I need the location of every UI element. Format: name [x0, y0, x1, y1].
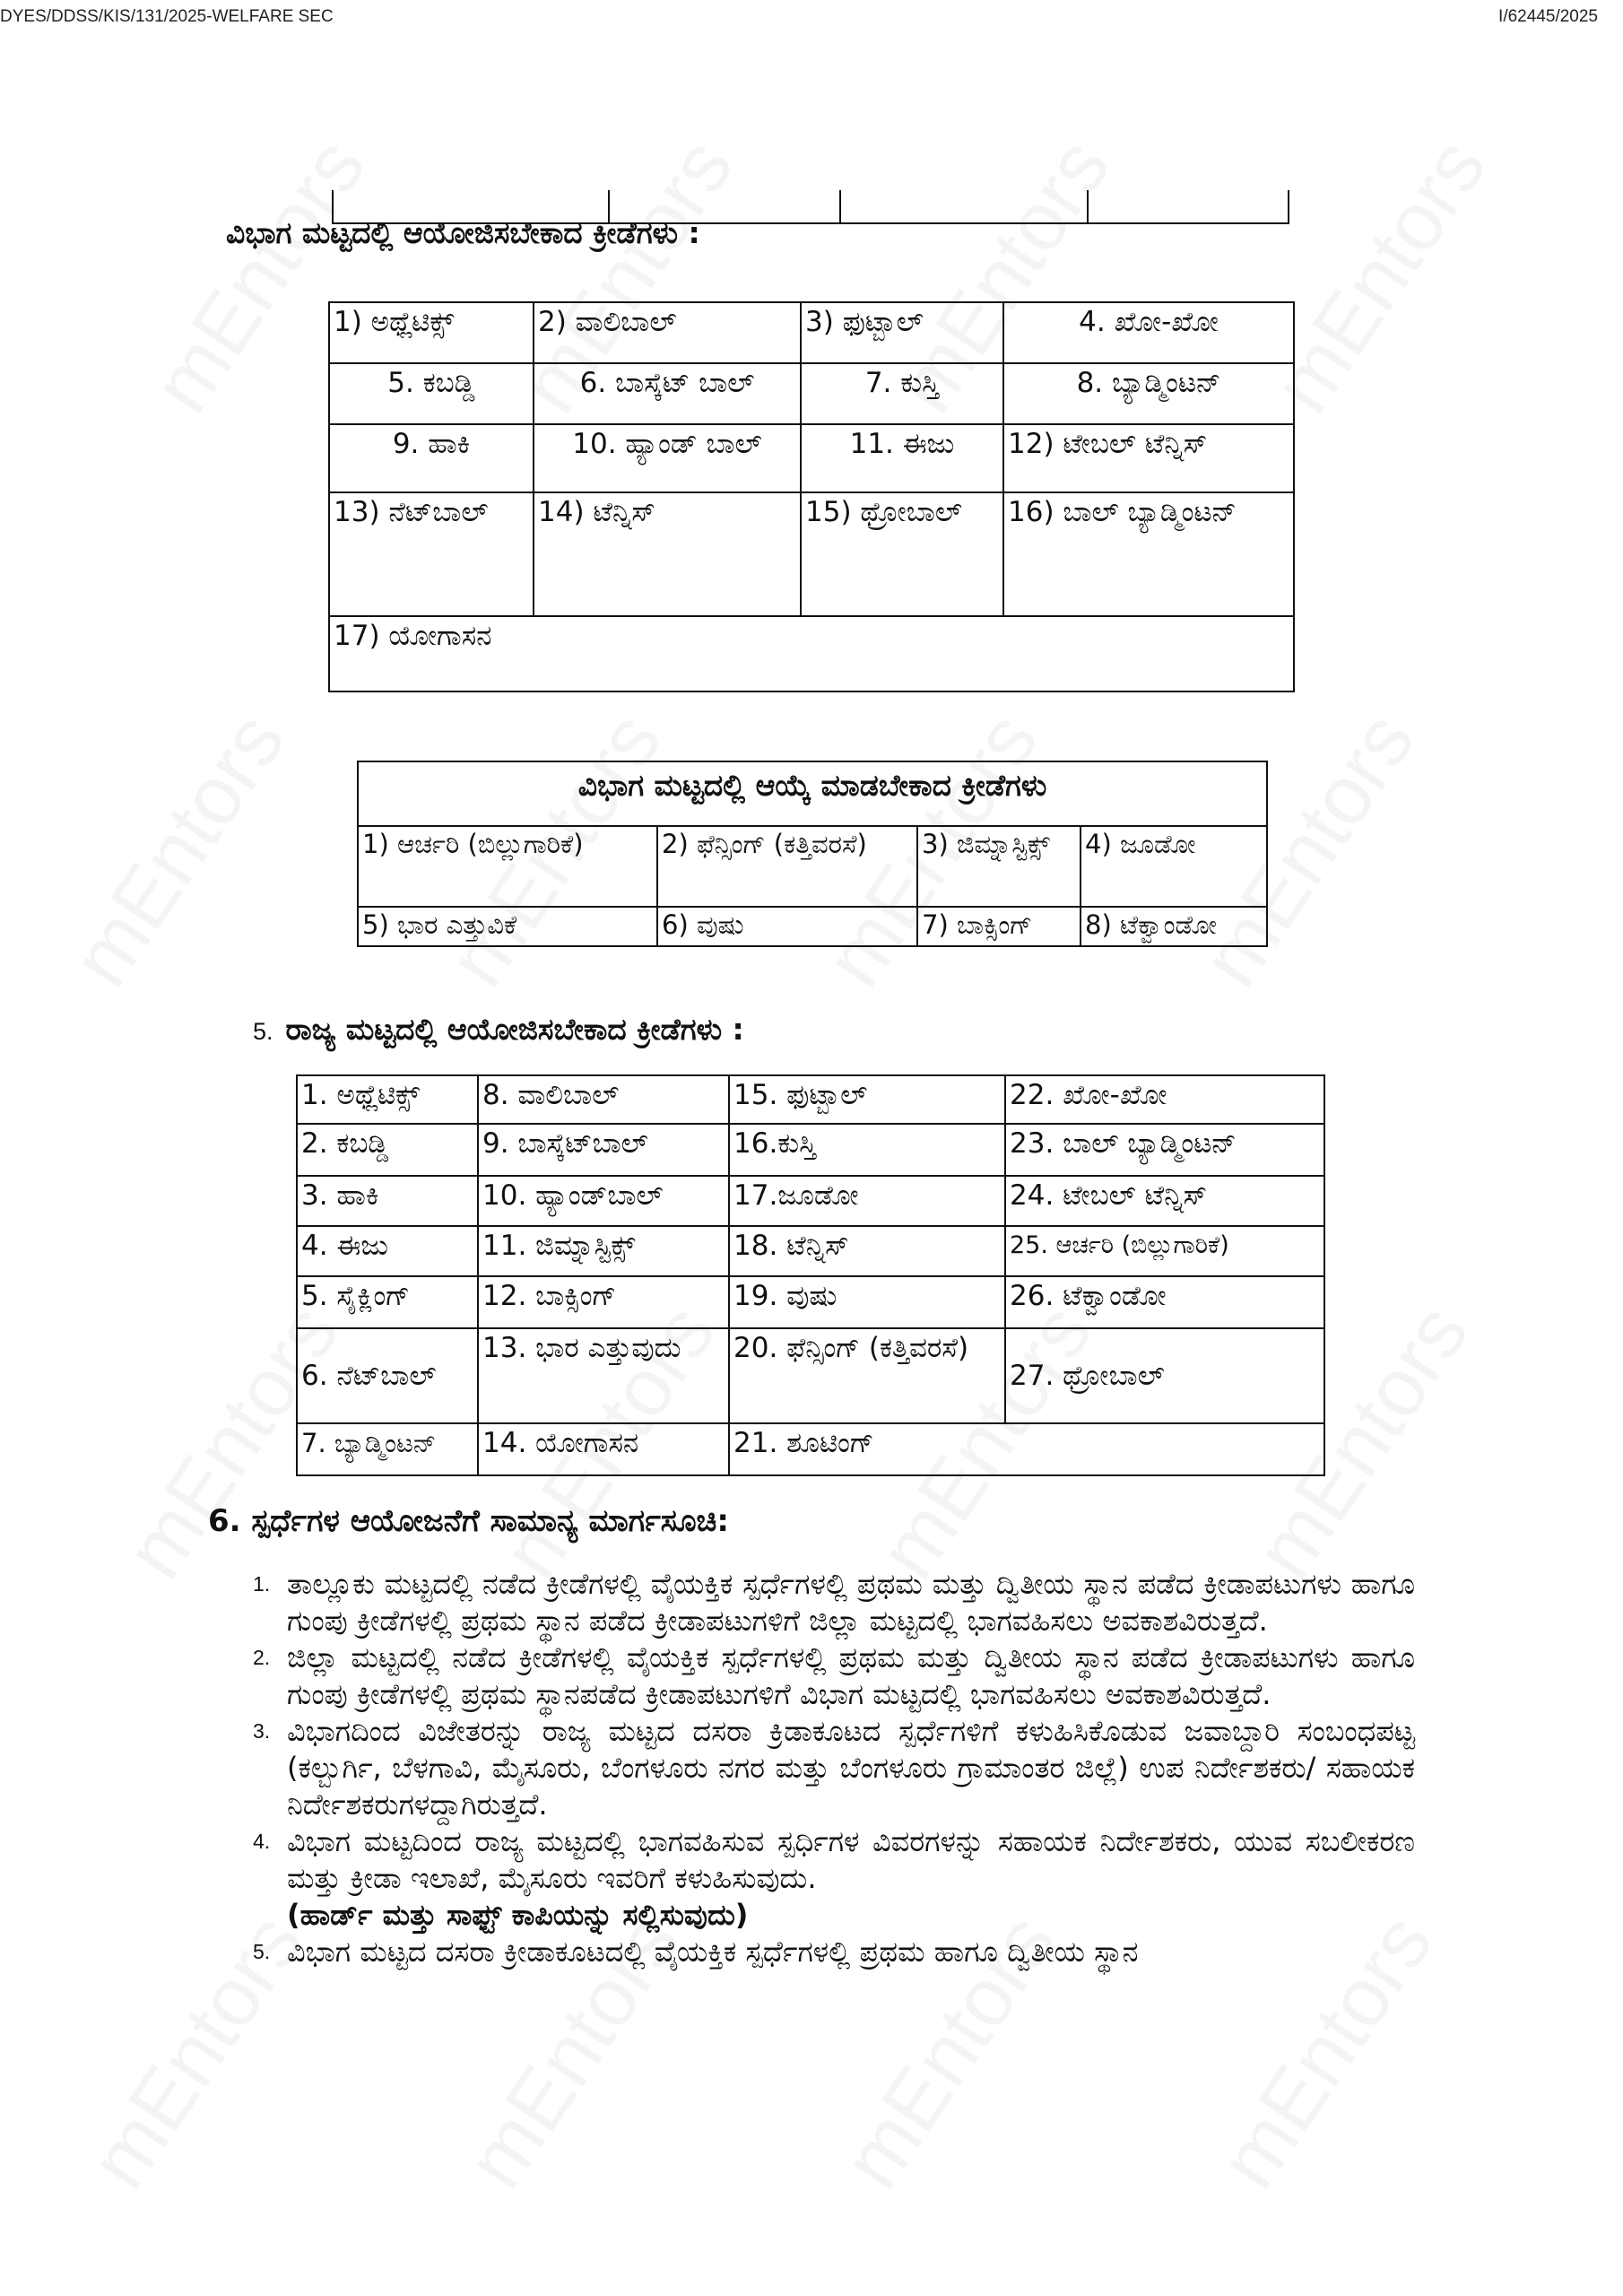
watermark [72, 1898, 322, 2205]
inward-number: I/62445/2025 [1498, 7, 1598, 26]
table-cell: 12) ಟೇಬಲ್ ಟೆನ್ನಿಸ್ [1003, 424, 1294, 492]
watermark [54, 696, 304, 1004]
table-cell: 1) ಆರ್ಚರಿ (ಬಿಲ್ಲುಗಾರಿಕೆ) [358, 826, 657, 907]
table-cell: 5. ಕಬಡ್ಡಿ [329, 363, 534, 424]
table-cell: 13) ನೆಟ್‌ಬಾಲ್ [329, 492, 534, 616]
table-cell: 9. ಬಾಸ್ಕೆಟ್‌ಬಾಲ್ [478, 1124, 729, 1176]
table-cell: 4) ಜೂಡೋ [1081, 826, 1267, 907]
division-organise-table [328, 301, 1295, 692]
table-row [297, 1176, 1324, 1226]
list-text: ತಾಲ್ಲೂಕು ಮಟ್ಟದಲ್ಲಿ ನಡೆದ ಕ್ರೀಡೆಗಳಲ್ಲಿ ವೈಯಕ್ತಿಕ ಸ್ಪರ್ಧೆಗಳಲ್ಲಿ ಪ್ರಥಮ ಮತ್ತು ದ್ವಿತೀಯ ಸ್ಥಾನ ಪಡೆದ ಕ್ರೀಡಾಪಟುಗಳು ಹಾಗೂ ಗುಂಪು ಕ್ರೀಡೆಗಳಲ್ಲಿ ಪ್ರಥಮ ಸ್ಥಾನ ಪಡೆದ ಕ್ರೀಡಾಪಟುಗಳಿಗೆ ಜಿಲ್ಲಾ ಮಟ್ಟದಲ್ಲಿ ಭಾಗವಹಿಸಲು ಅವಕಾಶವಿರುತ್ತದೆ. [287, 1567, 1415, 1638]
state-level-title: ರಾಜ್ಯ ಮಟ್ಟದಲ್ಲಿ ಆಯೋಜಿಸಬೇಕಾದ ಕ್ರೀಡೆಗಳು : [285, 1012, 744, 1047]
list-item [253, 1934, 1415, 1970]
table-row [329, 363, 1294, 424]
table-cell: 7. ಬ್ಯಾಡ್ಮಿಂಟನ್ [297, 1423, 478, 1475]
table-cell: 18. ಟೆನ್ನಿಸ್ [729, 1226, 1005, 1276]
list-note: (ಹಾರ್ಡ್ ಮತ್ತು ಸಾಫ್ಟ್ ಕಾಪಿಯನ್ನು ಸಲ್ಲಿಸುವುದು) [287, 1898, 749, 1932]
table-row [297, 1124, 1324, 1176]
table-row [297, 1423, 1324, 1475]
table-cell: 21. ಶೂಟಿಂಗ್ [729, 1423, 1324, 1475]
guidelines-list [253, 1566, 1415, 1970]
list-number: 2. [253, 1646, 271, 1669]
list-item [253, 1566, 1415, 1639]
list-text: ಜಿಲ್ಲಾ ಮಟ್ಟದಲ್ಲಿ ನಡೆದ ಕ್ರೀಡೆಗಳಲ್ಲಿ ವೈಯಕ್ತಿಕ ಸ್ಪರ್ಧೆಗಳಲ್ಲಿ ಪ್ರಥಮ ಮತ್ತು ದ್ವಿತೀಯ ಸ್ಥಾನ ಪಡೆದ ಕ್ರೀಡಾಪಟುಗಳು ಹಾಗೂ ಗುಂಪು ಕ್ರೀಡೆಗಳಲ್ಲಿ ಪ್ರಥಮ ಸ್ಥಾನಪಡೆದ ಕ್ರೀಡಾಪಟುಗಳಿಗೆ ವಿಭಾಗ ಮಟ್ಟದಲ್ಲಿ ಭಾಗವಹಿಸಲು ಅವಕಾಶವಿರುತ್ತದೆ. [287, 1640, 1415, 1711]
table-cell: 19. ವುಷು [729, 1276, 1005, 1328]
table-cell: 4. ಖೋ-ಖೋ [1003, 302, 1294, 363]
table-row [297, 1226, 1324, 1276]
section-number: 5. [253, 1018, 273, 1045]
table-cell: 7. ಕುಸ್ತಿ [801, 363, 1003, 424]
list-item [253, 1823, 1415, 1934]
state-level-heading [253, 1012, 744, 1048]
table-cell: 16) ಬಾಲ್ ಬ್ಯಾಡ್ಮಿಂಟನ್ [1003, 492, 1294, 616]
table-cell: 10. ಹ್ಯಾಂಡ್ ಬಾಲ್ [534, 424, 801, 492]
list-item [253, 1639, 1415, 1713]
table-cell: 11. ಜಿಮ್ನಾಸ್ಟಿಕ್ಸ್ [478, 1226, 729, 1276]
file-reference: DYES/DDSS/KIS/131/2025-WELFARE SEC [0, 7, 334, 26]
table-cell: 11. ಈಜು [801, 424, 1003, 492]
table-cell: 1. ಅಥ್ಲೆಟಿಕ್ಸ್ [297, 1075, 478, 1124]
table-cell: 15. ಫುಟ್ಬಾಲ್ [729, 1075, 1005, 1124]
table-cell: 2. ಕಬಡ್ಡಿ [297, 1124, 478, 1176]
table-cell: 14) ಟೆನ್ನಿಸ್ [534, 492, 801, 616]
table-row [329, 424, 1294, 492]
table-cell: 6. ನೆಟ್‌ಬಾಲ್ [297, 1328, 478, 1423]
list-number: 3. [253, 1719, 271, 1743]
table-row [329, 302, 1294, 363]
table-cell: 27. ಥ್ರೋಬಾಲ್ [1005, 1328, 1324, 1423]
table-cell: 25. ಆರ್ಚರಿ (ಬಿಲ್ಲುಗಾರಿಕೆ) [1005, 1226, 1324, 1276]
list-item [253, 1713, 1415, 1823]
table-row [329, 616, 1294, 691]
table-cell: 5) ಭಾರ ಎತ್ತುವಿಕೆ [358, 907, 657, 946]
table-row [297, 1276, 1324, 1328]
table-cell: 24. ಟೇಬಲ್ ಟೆನ್ನಿಸ್ [1005, 1176, 1324, 1226]
table-cell: 5. ಸೈಕ್ಲಿಂಗ್ [297, 1276, 478, 1328]
table-cell: 4. ಈಜು [297, 1226, 478, 1276]
table-cell: 6) ವುಷು [657, 907, 917, 946]
table-cell: 3) ಫುಟ್ಬಾಲ್ [801, 302, 1003, 363]
table-cell: 8. ವಾಲಿಬಾಲ್ [478, 1075, 729, 1124]
table-cell: 17.ಜೂಡೋ [729, 1176, 1005, 1226]
table-cell: 14. ಯೋಗಾಸನ [478, 1423, 729, 1475]
table-cell: 9. ಹಾಕಿ [329, 424, 534, 492]
table-cell: 3. ಹಾಕಿ [297, 1176, 478, 1226]
table-cell: 12. ಬಾಕ್ಸಿಂಗ್ [478, 1276, 729, 1328]
table-row [329, 492, 1294, 616]
table-cell: 23. ಬಾಲ್ ಬ್ಯಾಡ್ಮಿಂಟನ್ [1005, 1124, 1324, 1176]
list-text: ವಿಭಾಗ ಮಟ್ಟದ ದಸರಾ ಕ್ರೀಡಾಕೂಟದಲ್ಲಿ ವೈಯಕ್ತಿಕ ಸ್ಪರ್ಧೆಗಳಲ್ಲಿ ಪ್ರಥಮ ಹಾಗೂ ದ್ವಿತೀಯ ಸ್ಥಾನ [287, 1935, 1139, 1969]
table-cell: 17) ಯೋಗಾಸನ [329, 616, 1294, 691]
table-row [297, 1075, 1324, 1124]
list-number: 1. [253, 1572, 271, 1596]
state-level-table [296, 1074, 1325, 1476]
table-row [358, 826, 1267, 907]
table-cell: 20. ಫೆನ್ಸಿಂಗ್ (ಕತ್ತಿವರಸೆ) [729, 1328, 1005, 1423]
list-number: 5. [253, 1940, 271, 1963]
table-cell: 3) ಜಿಮ್ನಾಸ್ಟಿಕ್ಸ್ [917, 826, 1081, 907]
list-text: ವಿಭಾಗ ಮಟ್ಟದಿಂದ ರಾಜ್ಯ ಮಟ್ಟದಲ್ಲಿ ಭಾಗವಹಿಸುವ ಸ್ಪರ್ಧಿಗಳ ವಿವರಗಳನ್ನು ಸಹಾಯಕ ನಿರ್ದೇಶಕರು, ಯುವ ಸಬಲೀಕರಣ ಮತ್ತು ಕ್ರೀಡಾ ಇಲಾಖೆ, ಮೈಸೂರು ಇವರಿಗೆ ಕಳುಹಿಸುವುದು. [287, 1824, 1415, 1895]
table-cell: 6. ಬಾಸ್ಕೆಟ್ ಬಾಲ್ [534, 363, 801, 424]
table-cell: 15) ಥ್ರೋಬಾಲ್ [801, 492, 1003, 616]
table-cell: 8. ಬ್ಯಾಡ್ಮಿಂಟನ್ [1003, 363, 1294, 424]
table-cell: 1) ಅಥ್ಲೆಟಿಕ್ಸ್ [329, 302, 534, 363]
table-cell: 2) ಫೆನ್ಸಿಂಗ್ (ಕತ್ತಿವರಸೆ) [657, 826, 917, 907]
table-cell: 22. ಖೋ-ಖೋ [1005, 1075, 1324, 1124]
guidelines-heading: 6. ಸ್ಪರ್ಧೆಗಳ ಆಯೋಜನೆಗೆ ಸಾಮಾನ್ಯ ಮಾರ್ಗಸೂಚಿ: [208, 1503, 729, 1539]
table-cell: 16.ಕುಸ್ತಿ [729, 1124, 1005, 1176]
table-header-row [358, 761, 1267, 826]
table-cell: 7) ಬಾಕ್ಸಿಂಗ್ [917, 907, 1081, 946]
table-cell: 10. ಹ್ಯಾಂಡ್‌ಬಾಲ್ [478, 1176, 729, 1226]
division-select-heading: ವಿಭಾಗ ಮಟ್ಟದಲ್ಲಿ ಆಯ್ಕೆ ಮಾಡಬೇಕಾದ ಕ್ರೀಡೆಗಳು [358, 761, 1267, 826]
table-row [297, 1328, 1324, 1423]
table-cell: 26. ಟೆಕ್ವಾಂಡೋ [1005, 1276, 1324, 1328]
division-organise-heading: ವಿಭಾಗ ಮಟ್ಟದಲ್ಲಿ ಆಯೋಜಿಸಬೇಕಾದ ಕ್ರೀಡೆಗಳು : [226, 215, 700, 250]
division-select-table [357, 761, 1268, 947]
table-cell: 8) ಟೆಕ್ವಾಂಡೋ [1081, 907, 1267, 946]
list-number: 4. [253, 1830, 271, 1853]
table-row [358, 907, 1267, 946]
table-cell: 2) ವಾಲಿಬಾಲ್ [534, 302, 801, 363]
table-cell: 13. ಭಾರ ಎತ್ತುವುದು [478, 1328, 729, 1423]
list-text: ವಿಭಾಗದಿಂದ ವಿಜೇತರನ್ನು ರಾಜ್ಯ ಮಟ್ಟದ ದಸರಾ ಕ್ರಿಡಾಕೂಟದ ಸ್ಪರ್ಧೆಗಳಿಗೆ ಕಳುಹಿಸಿಕೊಡುವ ಜವಾಬ್ದಾರಿ ಸಂಬಂಧಪಟ್ಟ (ಕಲ್ಬುರ್ಗಿ, ಬೆಳಗಾವಿ, ಮೈಸೂರು, ಬೆಂಗಳೂರು ನಗರ ಮತ್ತು ಬೆಂಗಳೂರು ಗ್ರಾಮಾಂತರ ಜಿಲ್ಲೆ) ಉಪ ನಿರ್ದೇಶಕರು/ ಸಹಾಯಕ ನಿರ್ದೇಶಕರುಗಳದ್ದಾಗಿರುತ್ತದೆ. [287, 1714, 1415, 1822]
